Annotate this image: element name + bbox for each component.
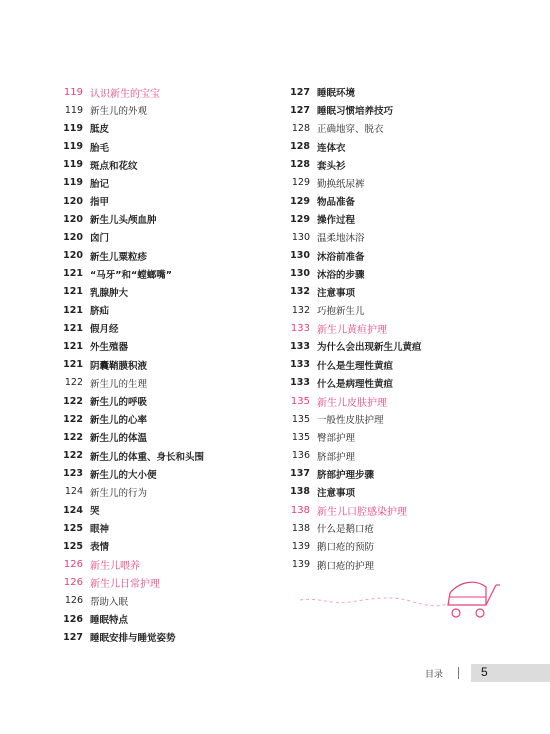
toc-page-number: 133: [290, 359, 310, 371]
toc-entry[interactable]: [56, 392, 272, 410]
toc-entry[interactable]: [283, 483, 513, 501]
toc-entry-title: 新生儿喂养: [90, 561, 140, 573]
toc-entry[interactable]: [283, 537, 513, 555]
toc-page-number: 138: [290, 504, 310, 516]
toc-entry-title: 睡眠特点: [90, 615, 129, 627]
toc-entry[interactable]: [283, 283, 513, 301]
toc-entry-title: 注意事项: [317, 487, 356, 499]
toc-entry[interactable]: [283, 138, 513, 156]
toc-entry-title: 新生儿皮肤护理: [317, 397, 387, 409]
toc-entry-title: 巧抱新生儿: [317, 306, 365, 318]
toc-entry[interactable]: [283, 119, 513, 137]
toc-entry-title: 沐浴前准备: [317, 251, 365, 263]
page-number: 5: [481, 665, 488, 679]
toc-entry-title: 新生儿的生理: [90, 378, 148, 390]
toc-page-number: 124: [63, 504, 83, 516]
toc-entry-title: 乳腺肿大: [90, 287, 129, 299]
toc-entry[interactable]: [283, 247, 513, 265]
toc-page-number: 132: [290, 286, 310, 298]
toc-entry[interactable]: [56, 228, 272, 246]
toc-page-number: 138: [291, 522, 310, 534]
toc-entry-title: 胎毛: [90, 142, 110, 154]
toc-entry[interactable]: [56, 592, 272, 610]
toc-entry-title: 新生儿的呼吸: [90, 397, 148, 408]
toc-entry[interactable]: [56, 519, 272, 537]
toc-entry-title: 什么是病理性黄疸: [317, 378, 394, 390]
toc-entry[interactable]: [56, 356, 272, 374]
toc-entry-title: 睡眠习惯培养技巧: [317, 106, 394, 118]
toc-entry-title: 脐疝: [90, 306, 110, 318]
toc-entry-title: 新生儿口腔感染护理: [317, 506, 407, 518]
toc-entry-title: 新生儿的大小便: [90, 469, 157, 481]
toc-entry-title: 一般性皮肤护理: [317, 415, 384, 427]
toc-entry-title: 睡眠安排与睡觉姿势: [90, 633, 176, 645]
toc-entry-title: 新生儿的外观: [90, 106, 148, 118]
toc-entry[interactable]: [283, 156, 513, 174]
toc-entry-title: 新生儿头颅血肿: [90, 215, 157, 227]
toc-page-number: 133: [290, 340, 310, 352]
toc-entry[interactable]: [56, 83, 272, 101]
toc-entry[interactable]: [56, 101, 272, 119]
toc-entry[interactable]: [283, 101, 513, 119]
toc-page-number: 121: [63, 286, 83, 298]
toc-entry-title: 新生儿的体温: [90, 433, 148, 445]
toc-entry[interactable]: [56, 192, 272, 210]
toc-page-number: 121: [63, 322, 83, 334]
toc-entry[interactable]: [56, 537, 272, 555]
toc-entry[interactable]: [56, 156, 272, 174]
toc-entry[interactable]: [283, 301, 513, 319]
toc-page-number: 125: [63, 522, 83, 534]
toc-entry-title: 连体衣: [317, 142, 346, 154]
toc-page-number: 119: [64, 104, 83, 116]
toc-page-number: 136: [291, 450, 310, 462]
toc-page-number: 125: [63, 540, 83, 552]
toc-page-number: 139: [291, 540, 310, 552]
toc-page-number: 139: [291, 559, 310, 571]
toc-page-number: 122: [63, 431, 83, 443]
toc-page-number: 135: [290, 395, 310, 407]
toc-page-number: 129: [291, 177, 310, 189]
toc-entry-title: 阴囊鞘膜积液: [90, 360, 148, 372]
toc-page-number: 137: [290, 468, 310, 480]
toc-entry-title: 外生殖器: [90, 342, 129, 354]
toc-page-number: 128: [290, 159, 310, 171]
toc-entry-title: 鹅口疮的预防: [317, 542, 375, 554]
toc-entry[interactable]: [56, 574, 272, 592]
toc-page-number: 119: [63, 159, 83, 171]
toc-page-number: 130: [291, 231, 310, 243]
toc-page-number: 127: [63, 631, 83, 643]
toc-entry[interactable]: [283, 210, 513, 228]
toc-entry[interactable]: [56, 283, 272, 301]
toc-entry[interactable]: [56, 610, 272, 628]
toc-entry[interactable]: [283, 319, 513, 337]
toc-entry[interactable]: [283, 228, 513, 246]
toc-entry[interactable]: [56, 119, 272, 137]
toc-entry-title: 囟门: [90, 233, 110, 245]
toc-page-number: 130: [290, 250, 310, 262]
toc-entry[interactable]: [283, 410, 513, 428]
toc-entry-title: 斑点和花纹: [90, 160, 138, 172]
toc-entry-title: 沐浴的步骤: [317, 269, 365, 281]
toc-entry[interactable]: [56, 555, 272, 573]
toc-entry-title: 胎记: [90, 178, 110, 190]
toc-entry[interactable]: [56, 446, 272, 464]
toc-entry-title: 新生儿黄疸护理: [317, 324, 387, 336]
toc-entry-title: 新生儿的行为: [90, 487, 148, 499]
toc-entry[interactable]: [56, 301, 272, 319]
toc-entry[interactable]: [283, 174, 513, 192]
toc-page-number: 135: [291, 431, 310, 443]
toc-entry[interactable]: [56, 247, 272, 265]
toc-entry[interactable]: [283, 192, 513, 210]
toc-entry[interactable]: [56, 374, 272, 392]
toc-page-number: 126: [63, 577, 83, 589]
toc-page-number: 130: [290, 268, 310, 280]
toc-page-number: 119: [63, 122, 83, 134]
toc-page-number: 120: [63, 213, 83, 225]
toc-entry[interactable]: [56, 501, 272, 519]
toc-entry-title: 新生儿的心率: [90, 415, 148, 427]
toc-page-number: 132: [291, 304, 310, 316]
toc-page-number: 126: [63, 613, 83, 625]
toc-entry-title: 脐部护理: [317, 451, 356, 463]
toc-page-number: 138: [290, 486, 310, 498]
toc-entry-title: 正确地穿、脱衣: [317, 124, 384, 136]
toc-page-number: 133: [290, 322, 310, 334]
toc-page-number: 122: [63, 395, 83, 407]
toc-entry-title: 套头衫: [317, 160, 346, 172]
toc-page-number: 119: [63, 86, 83, 98]
page-number-box: [471, 664, 550, 682]
toc-entry[interactable]: [283, 519, 513, 537]
toc-entry-title: 哭: [90, 506, 100, 518]
toc-entry[interactable]: [56, 319, 272, 337]
toc-entry-title: 新生儿日常护理: [90, 579, 160, 591]
baby-stroller-icon: [300, 575, 500, 625]
toc-entry-title: 假月经: [90, 324, 119, 336]
toc-entry[interactable]: [56, 210, 272, 228]
toc-entry[interactable]: [283, 356, 513, 374]
toc-page-number: 129: [290, 195, 310, 207]
toc-entry-title: 睡眠环境: [317, 88, 356, 100]
toc-page-number: 126: [64, 595, 83, 607]
toc-entry[interactable]: [56, 428, 272, 446]
toc-entry-title: 表情: [90, 542, 110, 554]
toc-entry-title: 帮助入眠: [90, 596, 129, 608]
toc-entry[interactable]: [56, 337, 272, 355]
toc-entry-title: 物品准备: [317, 197, 356, 209]
toc-page-number: 122: [63, 413, 83, 425]
toc-page-number: 129: [290, 213, 310, 225]
toc-page-number: 133: [290, 377, 310, 389]
footer-label: 目录: [425, 670, 444, 680]
toc-entry-title: 操作过程: [317, 215, 356, 227]
toc-entry-title: 温柔地沐浴: [317, 233, 365, 245]
toc-entry-title: 什么是生理性黄疸: [317, 360, 394, 372]
toc-page-number: 122: [64, 377, 83, 389]
toc-entry-title: 注意事项: [317, 287, 356, 299]
toc-page-number: 128: [291, 122, 310, 134]
toc-entry[interactable]: [283, 465, 513, 483]
toc-entry-title: 为什么会出现新生儿黄疸: [317, 342, 422, 354]
toc-entry-title: 新生儿的体重、身长和头围: [90, 451, 205, 463]
toc-page-number: 120: [63, 231, 83, 243]
toc-entry[interactable]: [283, 555, 513, 573]
toc-right-column: [283, 83, 513, 574]
toc-entry[interactable]: [283, 392, 513, 410]
toc-left-column: [56, 83, 272, 646]
toc-page-number: 123: [63, 468, 83, 480]
toc-page-number: 127: [290, 86, 310, 98]
toc-entry[interactable]: [283, 265, 513, 283]
toc-entry-title: 鹅口疮的护理: [317, 560, 375, 572]
toc-entry-title: “马牙”和“螳螂嘴”: [90, 269, 172, 281]
toc-entry[interactable]: [283, 428, 513, 446]
toc-entry[interactable]: [56, 483, 272, 501]
toc-entry-title: 脐部护理步骤: [317, 469, 375, 481]
toc-entry[interactable]: [56, 410, 272, 428]
toc-page-number: 122: [63, 450, 83, 462]
toc-entry[interactable]: [283, 446, 513, 464]
toc-entry-title: 什么是鹅口疮: [317, 524, 375, 536]
toc-entry[interactable]: [56, 174, 272, 192]
toc-page-number: 119: [63, 177, 83, 189]
toc-page-number: 121: [63, 340, 83, 352]
footer-divider: [458, 667, 459, 679]
toc-entry[interactable]: [283, 374, 513, 392]
toc-entry-title: 勤换纸尿裤: [317, 178, 365, 190]
toc-page-number: 119: [63, 141, 83, 153]
toc-entry[interactable]: [56, 628, 272, 646]
toc-page-number: 121: [63, 268, 83, 280]
toc-entry-title: 胝皮: [90, 124, 110, 136]
toc-page-number: 124: [64, 486, 83, 498]
toc-page-number: 121: [63, 304, 83, 316]
toc-page-number: 128: [290, 141, 310, 153]
toc-entry-title: 新生儿粟粒疹: [90, 251, 148, 263]
toc-entry[interactable]: [56, 138, 272, 156]
toc-entry-title: 认识新生的宝宝: [90, 88, 160, 100]
toc-entry[interactable]: [56, 465, 272, 483]
toc-page-number: 120: [63, 250, 83, 262]
toc-entry[interactable]: [56, 265, 272, 283]
toc-entry-title: 臀部护理: [317, 433, 356, 445]
toc-page-number: 127: [290, 104, 310, 116]
toc-entry-title: 指甲: [90, 197, 110, 209]
toc-page-number: 135: [291, 413, 310, 425]
toc-page-number: 120: [63, 195, 83, 207]
toc-entry[interactable]: [283, 501, 513, 519]
toc-page-number: 121: [63, 359, 83, 371]
toc-entry[interactable]: [283, 337, 513, 355]
toc-entry[interactable]: [283, 83, 513, 101]
toc-entry-title: 眼神: [90, 524, 110, 536]
toc-page-number: 126: [63, 559, 83, 571]
